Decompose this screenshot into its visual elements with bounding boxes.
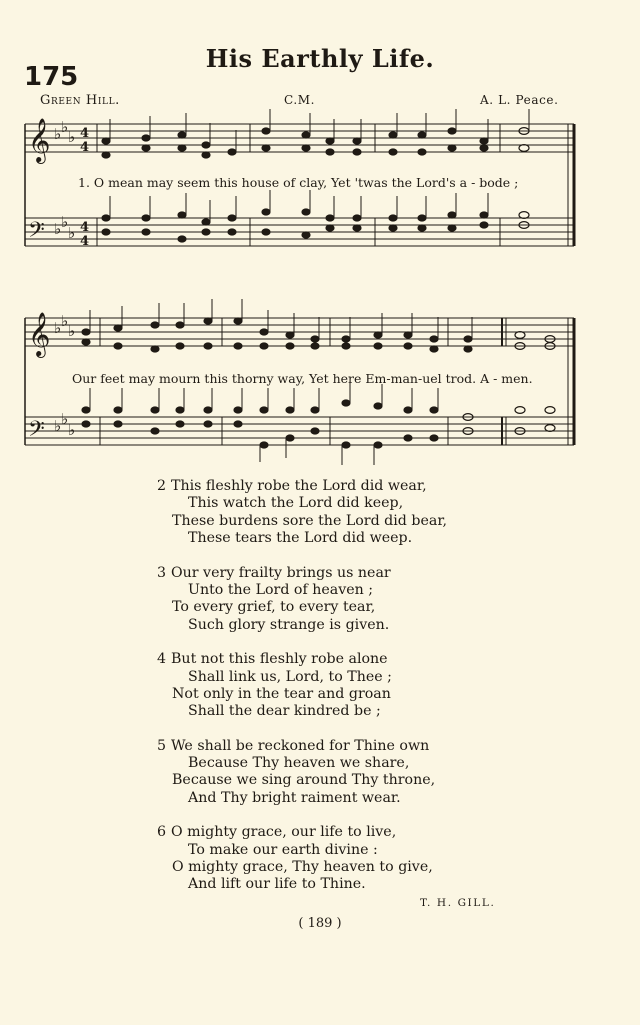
verse-line: O mighty grace, our life to live,: [171, 824, 397, 841]
svg-text:♭: ♭: [54, 125, 62, 143]
hymn-title: His Earthly Life.: [205, 44, 435, 73]
verse-line: And Thy bright raiment wear.: [188, 789, 401, 806]
verse-line: O mighty grace, Thy heaven to give,: [172, 859, 433, 876]
verse-line: Our very frailty brings us near: [171, 564, 391, 581]
svg-text:♭: ♭: [54, 417, 62, 435]
verse-line: These tears the Lord did weep.: [188, 530, 413, 547]
meter: C.M.: [284, 93, 316, 107]
svg-text:4: 4: [80, 126, 90, 141]
svg-text:♭: ♭: [61, 213, 69, 231]
verse-line: Because we sing around Thy throne,: [172, 772, 436, 789]
sheet-music: [0, 0, 640, 470]
verse-number: 4: [157, 651, 167, 668]
verse-6: [0, 824, 640, 894]
verse-line: Such glory strange is given.: [188, 616, 390, 633]
svg-text:4: 4: [80, 140, 90, 155]
treble-clef-icon: 𝄞: [28, 118, 51, 162]
verse-3: [0, 565, 640, 635]
svg-text:♭: ♭: [54, 220, 62, 238]
verse-number: 3: [157, 564, 167, 581]
verse-line: To every grief, to every tear,: [172, 599, 376, 616]
verse-5: [0, 738, 640, 808]
svg-text:4: 4: [80, 234, 90, 249]
verse-line: This fleshly robe the Lord did wear,: [171, 478, 427, 494]
svg-text:♭: ♭: [61, 410, 69, 428]
verse-2: [0, 478, 640, 548]
verse-line: Shall link us, Lord, to Thee ;: [188, 668, 392, 685]
verse-line: This watch the Lord did keep,: [188, 495, 404, 512]
svg-text:♭: ♭: [61, 118, 69, 136]
svg-text:4: 4: [80, 220, 90, 235]
verse-line: But not this fleshly robe alone: [171, 651, 388, 668]
staff-bass-2: [25, 417, 574, 445]
verse-number: 6: [157, 824, 167, 841]
svg-text:♭: ♭: [68, 128, 76, 146]
verse-line: We shall be reckoned for Thine own: [171, 737, 430, 754]
hymn-number: 175: [24, 62, 79, 92]
verse-number: 5: [157, 737, 167, 754]
verse-line: Unto the Lord of heaven ;: [188, 581, 374, 598]
staff-treble-2: [25, 318, 574, 346]
verse-line: And lift our life to Thine.: [188, 876, 366, 893]
bass-clef-icon: 𝄢: [28, 417, 45, 447]
page-number: ( 189 ): [298, 916, 342, 931]
verse-line: Not only in the tear and groan: [172, 685, 391, 702]
bass-clef-icon: 𝄢: [28, 218, 45, 248]
verse-line: To make our earth divine :: [188, 841, 378, 858]
verse-line: Because Thy heaven we share,: [188, 755, 410, 772]
svg-text:♭: ♭: [68, 322, 76, 340]
lyric-line-1: 1. O mean may seem this house of clay, Yet 'twas the Lord's a - bode ;: [78, 175, 519, 190]
verse-number: 2: [157, 478, 167, 494]
composer: A. L. Peace.: [480, 93, 559, 107]
verse-line: Shall the dear kindred be ;: [188, 703, 381, 720]
verse-line: These burdens sore the Lord did bear,: [172, 512, 448, 529]
svg-text:♭: ♭: [54, 319, 62, 337]
svg-text:♭: ♭: [68, 421, 76, 439]
author-credit: T. H. GILL.: [420, 897, 496, 909]
verses: [0, 478, 640, 911]
treble-clef-icon: 𝄞: [28, 312, 51, 356]
tune-name: Green Hill.: [40, 93, 120, 108]
verse-4: [0, 651, 640, 721]
svg-text:♭: ♭: [68, 224, 76, 242]
lyric-line-2: Our feet may mourn this thorny way, Yet here Em-man-uel trod. A - men.: [72, 371, 533, 386]
svg-text:♭: ♭: [61, 312, 69, 330]
key-signature-flats-icon: [54, 118, 75, 439]
